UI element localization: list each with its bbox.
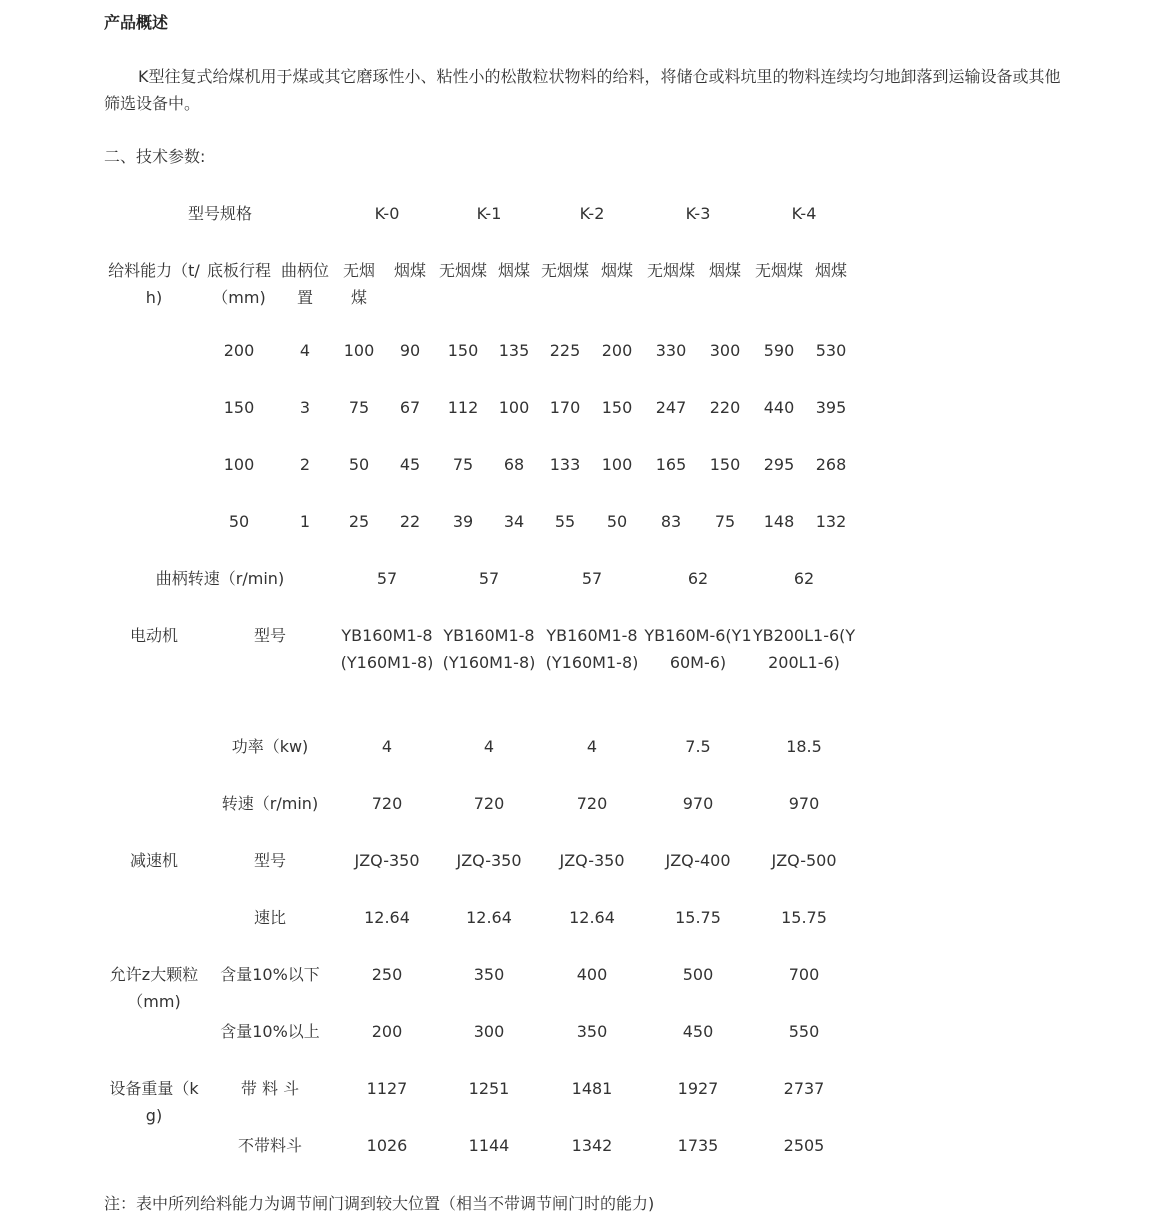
capacity-value: 170: [549, 398, 581, 417]
reducer-group-label: 减速机: [129, 851, 178, 870]
spec-value: JZQ-350: [559, 851, 625, 870]
spec-value: 57: [478, 569, 500, 588]
capacity-value: 55: [554, 512, 576, 531]
table-row: [104, 496, 856, 553]
capacity-value: 150: [447, 341, 479, 360]
spec-table: [104, 184, 856, 1177]
crank-position-label: 曲柄位置: [280, 261, 329, 307]
capacity-value: 165: [655, 455, 687, 474]
table-row: [104, 1120, 856, 1177]
capacity-value: 67: [399, 398, 421, 417]
capacity-value: 135: [498, 341, 530, 360]
spec-value: 4: [483, 737, 495, 756]
particle-group-label: 允许z大颗粒（mm): [109, 965, 199, 1011]
capacity-value: 100: [343, 341, 375, 360]
spec-value: JZQ-350: [456, 851, 522, 870]
coal-type-header: 无烟煤: [342, 261, 375, 307]
capacity-value: 225: [549, 341, 581, 360]
capacity-label: 给料能力（t/h): [108, 261, 200, 307]
capacity-value: 39: [452, 512, 474, 531]
spec-value: 2505: [783, 1136, 825, 1155]
capacity-value: 90: [399, 341, 421, 360]
capacity-value: 75: [452, 455, 474, 474]
model-spec-label: 型号规格: [187, 204, 252, 223]
capacity-value: 22: [399, 512, 421, 531]
spec-value: 970: [788, 794, 820, 813]
spec-value: 550: [788, 1022, 820, 1041]
crank-position-value: 3: [299, 398, 311, 417]
table-row: [104, 1006, 856, 1063]
spec-value: 1144: [468, 1136, 510, 1155]
spec-value: 7.5: [685, 737, 711, 756]
capacity-value: 100: [498, 398, 530, 417]
capacity-value: 200: [601, 341, 633, 360]
motor-model-label: 型号: [253, 626, 286, 645]
spec-value: 500: [682, 965, 714, 984]
stroke-value: 100: [223, 455, 255, 474]
spec-value: 12.64: [466, 908, 512, 927]
coal-type-header: 烟煤: [497, 261, 530, 280]
capacity-value: 68: [503, 455, 525, 474]
reducer-model-label: 型号: [253, 851, 286, 870]
motor-group-label: 电动机: [129, 626, 178, 645]
empty-cell: [104, 721, 204, 778]
spec-value: 12.64: [364, 908, 410, 927]
spec-value: YB160M1-8(Y160M1-8): [442, 626, 536, 672]
model-header: K-4: [791, 204, 817, 223]
particle-below-label: 含量10%以下: [220, 965, 320, 984]
spec-value: 1481: [571, 1079, 613, 1098]
spec-value: 300: [473, 1022, 505, 1041]
capacity-value: 295: [763, 455, 795, 474]
spec-value: 720: [371, 794, 403, 813]
motor-speed-label: 转速（r/min): [221, 794, 319, 813]
capacity-value: 590: [763, 341, 795, 360]
table-row: [104, 553, 856, 610]
spec-value: 57: [376, 569, 398, 588]
spec-value: JZQ-400: [665, 851, 731, 870]
capacity-value: 132: [815, 512, 847, 531]
table-row: [104, 184, 856, 241]
table-row: [104, 835, 856, 892]
capacity-value: 50: [606, 512, 628, 531]
capacity-value: 75: [348, 398, 370, 417]
crank-position-value: 1: [299, 512, 311, 531]
empty-cell: [104, 496, 204, 553]
motor-power-label: 功率（kw): [231, 737, 309, 756]
capacity-value: 133: [549, 455, 581, 474]
spec-value: YB160M1-8(Y160M1-8): [545, 626, 639, 672]
spec-value: 200: [371, 1022, 403, 1041]
spec-value: 18.5: [786, 737, 822, 756]
spec-value: 1927: [677, 1079, 719, 1098]
capacity-value: 300: [709, 341, 741, 360]
particle-above-label: 含量10%以上: [220, 1022, 320, 1041]
table-row: [104, 949, 856, 1006]
crank-position-value: 4: [299, 341, 311, 360]
spec-value: 62: [687, 569, 709, 588]
model-header: K-2: [579, 204, 605, 223]
page-title: 产品概述: [104, 13, 169, 32]
capacity-value: 25: [348, 512, 370, 531]
spec-value: 62: [793, 569, 815, 588]
capacity-value: 83: [660, 512, 682, 531]
capacity-value: 330: [655, 341, 687, 360]
table-row: [104, 1063, 856, 1120]
spec-value: 2737: [783, 1079, 825, 1098]
stroke-value: 200: [223, 341, 255, 360]
capacity-value: 530: [815, 341, 847, 360]
spec-value: 15.75: [675, 908, 721, 927]
crank-position-value: 2: [299, 455, 311, 474]
capacity-value: 75: [714, 512, 736, 531]
stroke-value: 150: [223, 398, 255, 417]
table-row: [104, 382, 856, 439]
capacity-value: 395: [815, 398, 847, 417]
table-row: [104, 439, 856, 496]
section-title: 二、技术参数:: [104, 147, 206, 166]
spec-value: YB160M-6(Y160M-6): [644, 626, 752, 672]
stroke-value: 50: [228, 512, 250, 531]
capacity-value: 220: [709, 398, 741, 417]
capacity-value: 247: [655, 398, 687, 417]
spec-value: 1251: [468, 1079, 510, 1098]
capacity-value: 34: [503, 512, 525, 531]
capacity-value: 148: [763, 512, 795, 531]
intro-paragraph: K型往复式给煤机用于煤或其它磨琢性小、粘性小的松散粒状物料的给料，将储仓或料坑里的物料连续均匀地卸落到运输设备或其他筛选设备中。: [104, 67, 1061, 113]
spec-value: 350: [473, 965, 505, 984]
capacity-value: 440: [763, 398, 795, 417]
crank-speed-label: 曲柄转速（r/min): [155, 569, 285, 588]
spec-value: JZQ-350: [354, 851, 420, 870]
spec-value: 57: [581, 569, 603, 588]
table-row: [104, 892, 856, 949]
coal-type-header: 烟煤: [393, 261, 426, 280]
spec-value: 4: [586, 737, 598, 756]
spec-value: 720: [473, 794, 505, 813]
table-row: [104, 610, 856, 721]
model-header: K-0: [374, 204, 400, 223]
spec-value: 400: [576, 965, 608, 984]
spec-value: 1026: [366, 1136, 408, 1155]
model-header: K-1: [476, 204, 502, 223]
capacity-value: 150: [709, 455, 741, 474]
spec-value: 4: [381, 737, 393, 756]
table-row: [104, 721, 856, 778]
reducer-ratio-label: 速比: [253, 908, 286, 927]
spec-value: 250: [371, 965, 403, 984]
empty-cell: [104, 382, 204, 439]
coal-type-header: 烟煤: [600, 261, 633, 280]
spec-value: 700: [788, 965, 820, 984]
capacity-value: 100: [601, 455, 633, 474]
table-row: [104, 325, 856, 382]
capacity-value: 268: [815, 455, 847, 474]
weight-without-hopper-label: 不带料斗: [237, 1136, 302, 1155]
spec-value: YB200L1-6(Y200L1-6): [752, 626, 856, 672]
capacity-value: 45: [399, 455, 421, 474]
stroke-label: 底板行程（mm): [206, 261, 271, 307]
spec-value: 1127: [366, 1079, 408, 1098]
coal-type-header: 烟煤: [814, 261, 847, 280]
coal-type-header: 无烟煤: [646, 261, 695, 280]
spec-value: 450: [682, 1022, 714, 1041]
capacity-value: 150: [601, 398, 633, 417]
spec-value: YB160M1-8(Y160M1-8): [340, 626, 434, 672]
coal-type-header: 无烟煤: [438, 261, 487, 280]
coal-type-header: 无烟煤: [540, 261, 589, 280]
spec-value: 970: [682, 794, 714, 813]
coal-type-header: 无烟煤: [754, 261, 803, 280]
weight-group-label: 设备重量（kg): [109, 1079, 199, 1125]
empty-cell: [104, 892, 204, 949]
capacity-value: 112: [447, 398, 479, 417]
empty-cell: [104, 325, 204, 382]
model-header: K-3: [685, 204, 711, 223]
spec-value: JZQ-500: [771, 851, 837, 870]
weight-with-hopper-label: 带 料 斗: [240, 1079, 300, 1098]
empty-cell: [104, 778, 204, 835]
spec-value: 720: [576, 794, 608, 813]
spec-value: 12.64: [569, 908, 615, 927]
table-row: [104, 241, 856, 325]
footnote: 注：表中所列给料能力为调节闸门调到较大位置（相当不带调节闸门时的能力): [104, 1194, 655, 1213]
spec-value: 1342: [571, 1136, 613, 1155]
spec-value: 1735: [677, 1136, 719, 1155]
empty-cell: [104, 439, 204, 496]
coal-type-header: 烟煤: [708, 261, 741, 280]
table-row: [104, 778, 856, 835]
spec-value: 15.75: [781, 908, 827, 927]
spec-value: 350: [576, 1022, 608, 1041]
capacity-value: 50: [348, 455, 370, 474]
